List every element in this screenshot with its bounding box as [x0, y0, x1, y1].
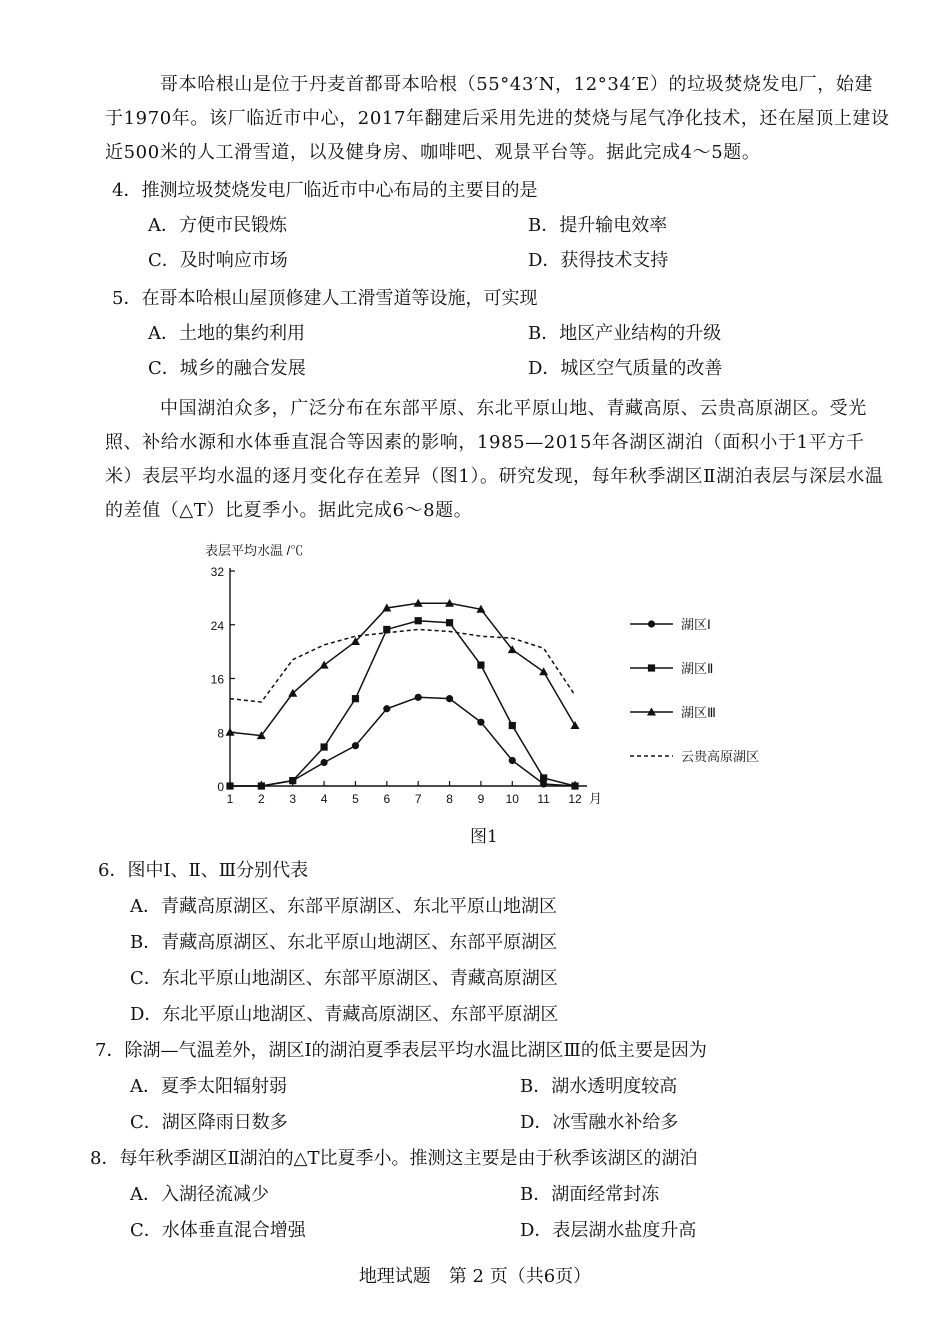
y-tick-label: 0 [217, 780, 224, 794]
legend-marker-2 [648, 664, 655, 671]
y-tick-label: 16 [210, 672, 224, 687]
q5-option-b: B．地区产业结构的升级 [528, 323, 722, 344]
series-2-point [540, 774, 547, 781]
question-5-stem: 5．在哥本哈根山屋顶修建人工滑雪道等设施，可实现 [112, 288, 538, 309]
q8-option-c: C．水体垂直混合增强 [130, 1220, 306, 1241]
q6-option-b: B．青藏高原湖区、东北平原山地湖区、东部平原湖区 [130, 932, 558, 953]
x-tick-label: 5 [352, 792, 359, 806]
question-8-stem: 8．每年秋季湖区Ⅱ湖泊的△T比夏季小。推测这主要是由于秋季该湖区的湖泊 [90, 1148, 698, 1169]
q5-option-d: D．城区空气质量的改善 [528, 358, 723, 379]
question-6-stem: 6．图中Ⅰ、Ⅱ、Ⅲ分别代表 [98, 860, 309, 881]
q8-option-a: A．入湖径流减少 [130, 1184, 269, 1205]
x-tick-label: 12 [568, 792, 582, 806]
legend-label-2: 湖区Ⅱ [681, 661, 714, 676]
q5-option-a: A．土地的集约利用 [148, 323, 305, 344]
q8-option-d: D．表层湖水盐度升高 [520, 1220, 697, 1241]
series-2-point [415, 617, 422, 624]
y-tick-label: 8 [217, 726, 224, 741]
series-2-point [509, 722, 516, 729]
series-2-point [226, 782, 233, 789]
series-2-point [477, 661, 484, 668]
q4-option-c: C．及时响应市场 [148, 250, 288, 271]
x-tick-label: 2 [258, 792, 265, 806]
series-1-point [509, 757, 516, 764]
intro-text-1: 哥本哈根山是位于丹麦首都哥本哈根（55°43′N，12°34′E）的垃圾焚烧发电厂，始建于1970年。该厂临近市中心，2017年翻建后采用先进的焚烧与尾气净化技术，还在屋顶上建设近500米的人工滑雪道，以及健身房、咖啡吧、观景平台等。据此完成4～5题。 [105, 74, 890, 163]
q8-option-b: B．湖面经常封冻 [520, 1184, 660, 1205]
legend-label-1: 湖区Ⅰ [681, 617, 711, 632]
q7-option-c: C．湖区降雨日数多 [130, 1112, 288, 1133]
series-1-point [477, 719, 484, 726]
series-1-point [320, 759, 327, 766]
q6-option-c: C．东北平原山地湖区、东部平原湖区、青藏高原湖区 [130, 968, 558, 989]
series-line-3 [230, 603, 575, 735]
legend-label-3: 湖区Ⅲ [681, 705, 716, 720]
y-tick-label: 24 [210, 618, 224, 633]
q4-option-d: D．获得技术支持 [528, 250, 669, 271]
intro-passage-1 [105, 68, 890, 170]
x-tick-label: 10 [505, 792, 519, 806]
legend-marker-1 [648, 620, 655, 627]
question-4-stem: 4．推测垃圾焚烧发电厂临近市中心布局的主要目的是 [112, 180, 538, 201]
series-3-point [571, 721, 580, 729]
series-2-point [571, 782, 578, 789]
x-tick-label: 4 [320, 792, 328, 806]
y-axis-label: 表层平均水温 /℃ [205, 543, 304, 558]
series-2-point [320, 743, 327, 750]
x-tick-label: 7 [414, 792, 422, 806]
series-2-point [352, 695, 359, 702]
q7-option-b: B．湖水透明度较高 [520, 1076, 678, 1097]
intro-text-2: 中国湖泊众多，广泛分布在东部平原、东北平原山地、青藏高原、云贵高原湖区。受光照、补给水源和水体垂直混合等因素的影响，1985—2015年各湖区湖泊（面积小于1平方千米）表层平均水温的逐月变化存在差异（图1）。研究发现，每年秋季湖区Ⅱ湖泊表层与深层水温的差值（△T）比夏季小。据此完成6～8题。 [105, 398, 884, 521]
series-2-point [258, 782, 265, 789]
series-2-point [446, 619, 453, 626]
series-1-point [415, 694, 422, 701]
series-1-point [383, 705, 390, 712]
water-temperature-chart [195, 538, 795, 848]
x-tick-label: 8 [446, 792, 453, 806]
legend-label-4: 云贵高原湖区 [681, 749, 760, 764]
x-tick-label: 6 [383, 792, 391, 806]
x-tick-label: 9 [477, 792, 485, 806]
series-line-1 [230, 697, 575, 786]
series-3-point [320, 661, 329, 669]
q6-option-a: A．青藏高原湖区、东部平原湖区、东北平原山地湖区 [130, 896, 557, 917]
series-1-point [352, 742, 359, 749]
q7-option-d: D．冰雪融水补给多 [520, 1112, 679, 1133]
series-1-point [446, 695, 453, 702]
q5-option-c: C．城乡的融合发展 [148, 358, 306, 379]
x-tick-label: 1 [226, 792, 234, 806]
figure-caption: 图1 [470, 827, 498, 847]
q4-option-a: A．方便市民锻炼 [148, 215, 287, 236]
question-7-stem: 7．除湖—气温差外，湖区Ⅰ的湖泊夏季表层平均水温比湖区Ⅲ的低主要是因为 [95, 1040, 707, 1061]
series-3-point [539, 667, 548, 675]
q7-option-a: A．夏季太阳辐射弱 [130, 1076, 287, 1097]
x-tick-label: 3 [289, 792, 297, 806]
q4-option-b: B．提升输电效率 [528, 215, 668, 236]
page-footer: 地理试题 第 2 页（共6页） [358, 1266, 592, 1287]
intro-passage-2 [105, 392, 890, 528]
series-2-point [289, 777, 296, 784]
y-tick-label: 32 [210, 565, 224, 579]
series-line-4 [230, 629, 575, 702]
x-axis-label: 月 [589, 791, 603, 806]
x-tick-label: 11 [537, 792, 550, 806]
q6-option-d: D．东北平原山地湖区、青藏高原湖区、东部平原湖区 [130, 1004, 559, 1025]
